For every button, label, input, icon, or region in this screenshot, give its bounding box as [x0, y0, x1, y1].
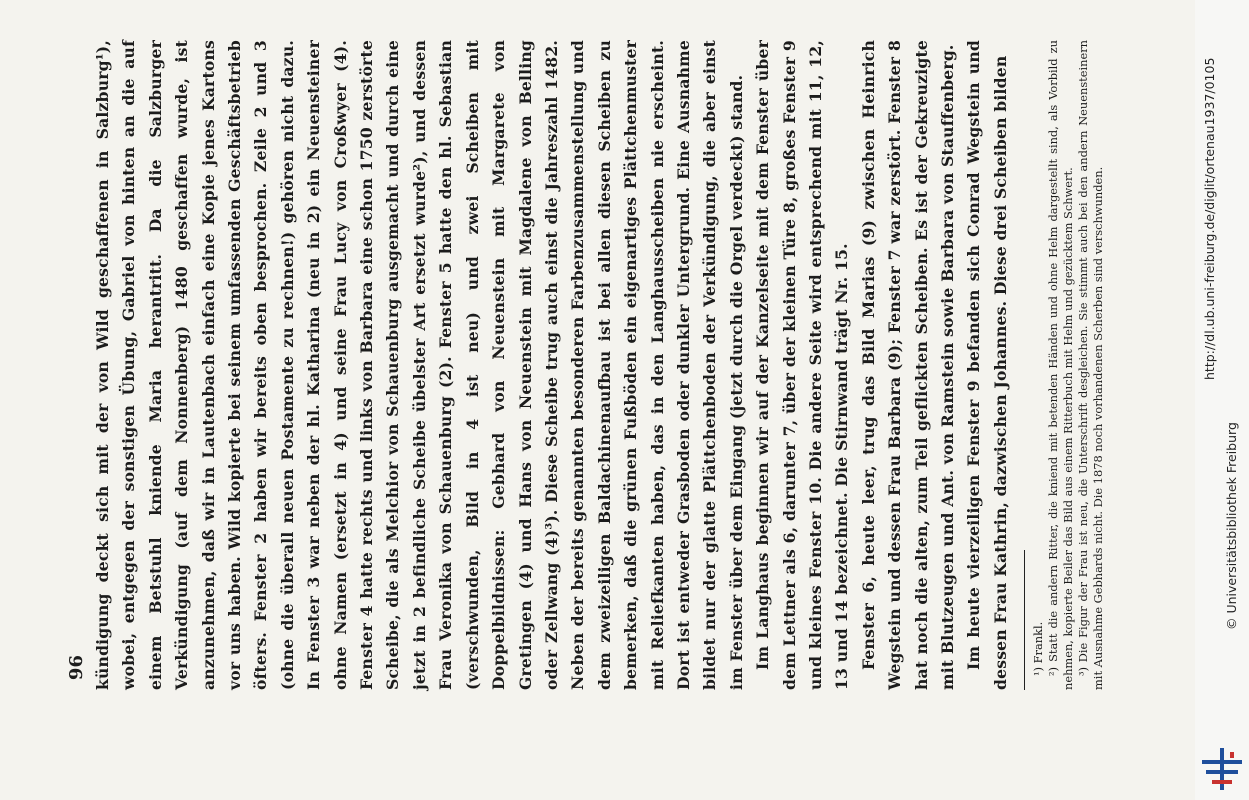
- page-number: 96: [66, 655, 87, 681]
- footnote-1: ¹) Frankl.: [1031, 621, 1046, 676]
- body-paragraph-1: kündigung deckt sich mit der von Wild geschaffenen in Salzburg¹), wobei, entgegen der sonstigen Übung, Gabriel von hinten an die auf einem Betstuhl kniende Maria herantritt. Da die Salzburger Verkündigung (auf dem Nonnenberg) 1480 geschaffen wurde, ist anzunehmen, daß wir in Lautenbach einfach eine Kopie jenes Kartons vor uns haben. Wild kopierte bei seinem umfassenden Geschäftsbetrieb öfters. Fenster 2 haben wir bereits oben besprochen. Zeile 2 und 3 (ohne die überall neuen Postamente zu rechnen!) gehören nicht dazu. In Fenster 3 war neben der hl. Katharina (neu in 2) ein Neuensteiner ohne Namen (ersetzt in 4) und seine Frau Lucy von Croßwyer (4). Fenster 4 hatte rechts und links von Barbara eine schon 1750 zerstörte Scheibe, die als Melchior von Schauenburg ausgemacht und durch eine jetzt in 2 befindliche Scheibe übelster Art ersetzt wurde²), und dessen Frau Veronika von Schauenburg (2). Fenster 5 hatte den hl. Sebastian (verschwunden, Bild in 4 ist neu) und zwei Scheiben mit Doppelbildnissen: Gebhard von Neuenstein mit Margarete von Gretingen (4) und Hans von Neuenstein mit Magdalene von Belling oder Zellwang (4)³). Diese Scheibe trug auch einst die Jahreszahl 1482. Neben der bereits genannten besonderen Farbenzusammenstellung und dem zweizeiligen Baldachinenaufbau ist bei allen diesen Scheiben zu bemerken, daß die grünen Fußböden ein eigenartiges Plättchenmuster mit Reliefkanten haben, das in den Langhausscheiben nie erscheint. Dort ist entweder Grasboden oder dunkler Untergrund. Eine Ausnahme bildet nur der glatte Plättchenboden der Verkündigung, die aber einst im Fenster über dem Eingang (jetzt durch die Orgel verdeckt) stand.: [93, 40, 746, 690]
- page-content: [90, 40, 1106, 690]
- body-paragraph-3: Fenster 6, heute leer, trug das Bild Marias (9) zwischen Heinrich Wegstein und dessen Frau Barbara (9); Fenster 7 war zerstört. Fenster 8 hat noch die alten, zum Teil geflickten Scheiben. Es ist der Gekreuzigte mit Blutzeugen und Ant. von Ramstein sowie Barbara von Stauffenberg.: [858, 40, 957, 690]
- body-paragraph-4: Im heute vierzeiligen Fenster 9 befanden sich Conrad Wegstein und dessen Frau Kathrin, dazwischen Johannes. Diese drei Scheiben bilden: [964, 40, 1010, 690]
- footnote-divider: [1024, 550, 1025, 690]
- body-paragraph-2: Im Langhaus beginnen wir auf der Kanzelseite mit dem Fenster über dem Lettner als 6, darunter 7, über der kleinen Türe 8, großes Fenster 9 und kleines Fenster 10. Die andere Seite wird entsprechend mit 11, 12, 13 und 14 bezeichnet. Die Stirnwand trägt Nr. 15.: [753, 40, 852, 690]
- footnote-3: ³) Die Figur der Frau ist neu, die Unterschrift desgleichen. Sie stimmt auch bei den andern Neuensteinern mit Ausnahme Gebhards nicht. Die 1878 noch vorhandenen Scherben sind verschwunden.: [1076, 40, 1106, 690]
- source-url-link[interactable]: http://dl.ub.uni-freiburg.de/diglit/ortenau1937/0105: [1202, 57, 1217, 380]
- copyright-notice: © Universitätsbibliothek Freiburg: [1224, 422, 1239, 630]
- ub-freiburg-logo-icon: [1200, 746, 1244, 792]
- footnote-2: ²) Statt die andern Ritter, die kniend mit betenden Händen und ohne Helm dargestellt sind, als Vorbild zu nehmen, kopierte Beiler das Bild aus einem Ritterbuch mit Helm und gezücktem Schwert.: [1046, 40, 1076, 690]
